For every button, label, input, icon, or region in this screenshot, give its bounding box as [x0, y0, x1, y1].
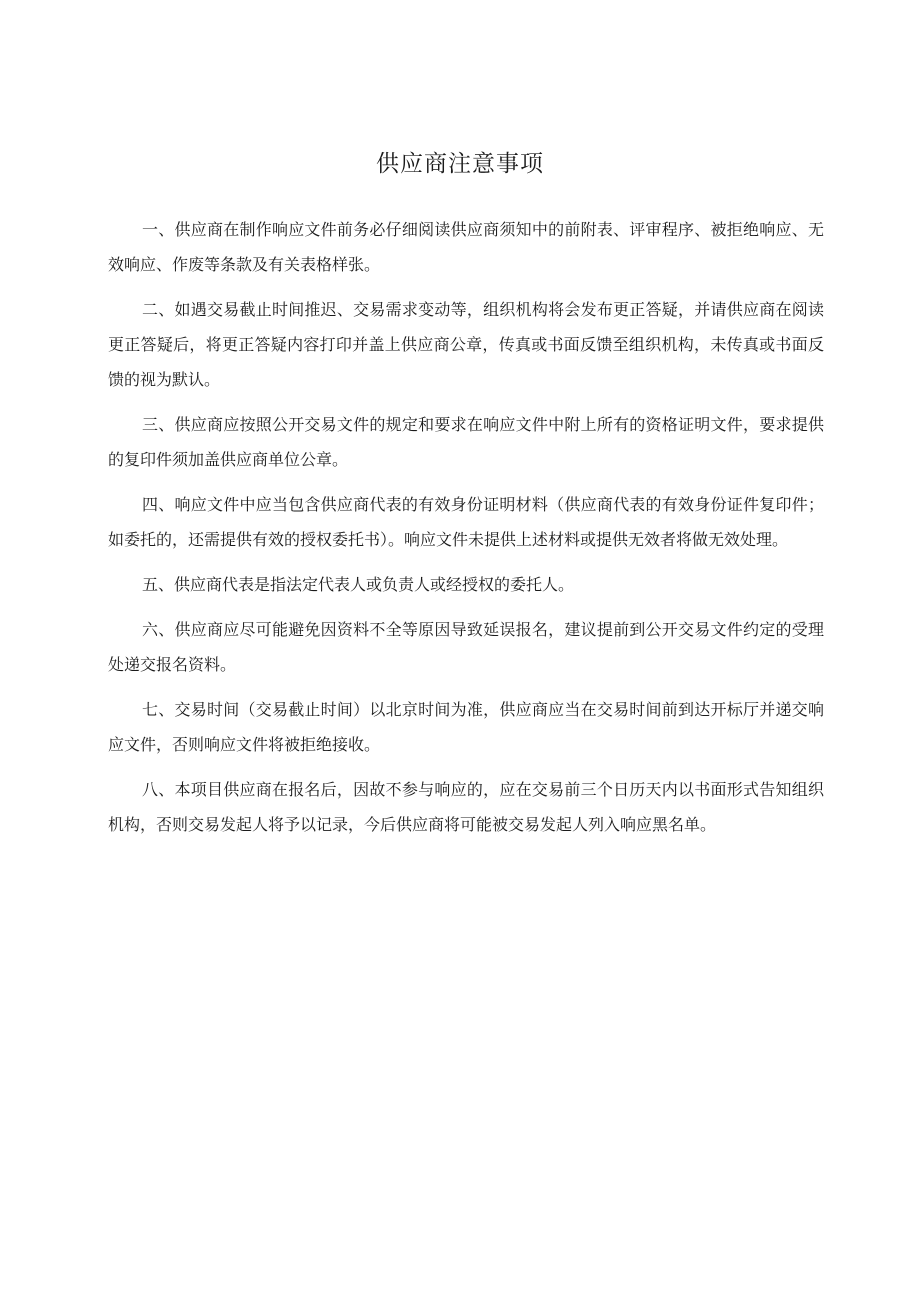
- notice-item-1: 一、供应商在制作响应文件前务必仔细阅读供应商须知中的前附表、评审程序、被拒绝响应、无效响应、作废等条款及有关表格样张。: [108, 220, 824, 274]
- notice-item-8: 八、本项目供应商在报名后，因故不参与响应的，应在交易前三个日历天内以书面形式告知组织机构，否则交易发起人将予以记录，今后供应商将可能被交易发起人列入响应黑名单。: [108, 780, 824, 834]
- notice-item-3: 三、供应商应按照公开交易文件的规定和要求在响应文件中附上所有的资格证明文件，要求提供的复印件须加盖供应商单位公章。: [108, 415, 824, 469]
- notice-item-2: 二、如遇交易截止时间推迟、交易需求变动等，组织机构将会发布更正答疑，并请供应商在阅读更正答疑后，将更正答疑内容打印并盖上供应商公章，传真或书面反馈至组织机构，未传真或书面反馈的视为默认。: [108, 300, 824, 389]
- notice-item-4: 四、响应文件中应当包含供应商代表的有效身份证明材料（供应商代表的有效身份证件复印件；如委托的，还需提供有效的授权委托书）。响应文件未提供上述材料或提供无效者将做无效处理。: [108, 495, 824, 549]
- notice-body: [108, 212, 824, 852]
- page-title: 供应商注意事项: [376, 151, 544, 177]
- notice-item-5: 五、供应商代表是指法定代表人或负责人或经授权的委托人。: [142, 575, 575, 594]
- notice-item-7: 七、交易时间（交易截止时间）以北京时间为准，供应商应当在交易时间前到达开标厅并递交响应文件，否则响应文件将被拒绝接收。: [108, 700, 824, 754]
- notice-item-6: 六、供应商应尽可能避免因资料不全等原因导致延误报名，建议提前到公开交易文件约定的受理处递交报名资料。: [108, 620, 824, 674]
